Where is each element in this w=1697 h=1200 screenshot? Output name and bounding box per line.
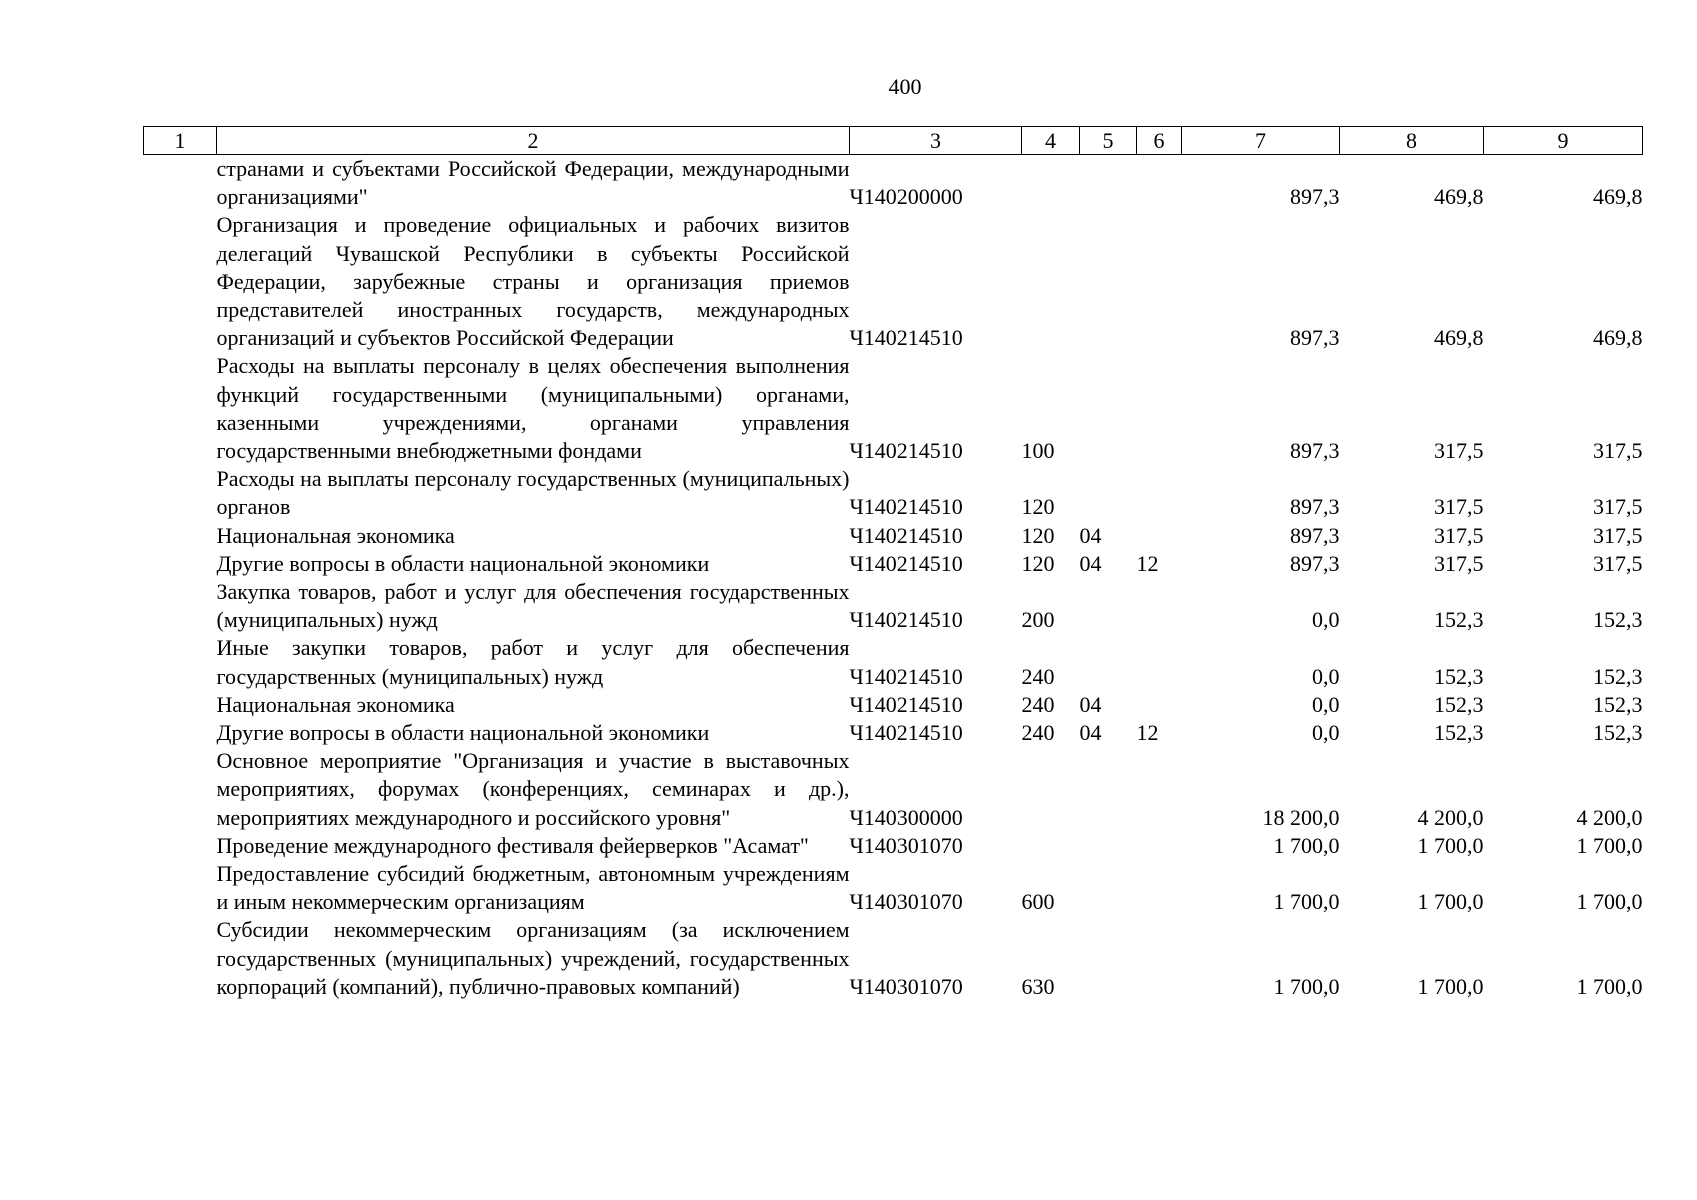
description-cell: Национальная экономика xyxy=(216,522,455,548)
table-row xyxy=(144,522,1643,550)
expense-type-cell: 240 xyxy=(1021,663,1055,689)
subsection-cell xyxy=(1137,211,1182,352)
description-cell: Проведение международного фестиваля фейерверков "Асамат" xyxy=(216,832,809,858)
target-code-cell: Ч140214510 xyxy=(849,522,963,548)
description-cell: Другие вопросы в области национальной экономики xyxy=(216,720,710,746)
amount-col8-cell: 469,8 xyxy=(1434,184,1484,210)
expense-type-cell: 240 xyxy=(1021,691,1055,717)
subsection-cell xyxy=(1137,465,1182,521)
target-code-cell: Ч140214510 xyxy=(849,325,963,351)
target-code-cell: Ч140200000 xyxy=(849,184,963,210)
col1-cell xyxy=(144,522,217,550)
amount-col8-cell: 317,5 xyxy=(1434,438,1484,464)
table-row xyxy=(144,550,1643,578)
amount-col7-cell: 897,3 xyxy=(1290,438,1340,464)
col-header-1: 1 xyxy=(144,127,217,155)
expense-type-cell: 200 xyxy=(1021,607,1055,633)
col1-cell xyxy=(144,747,217,832)
amount-col8-cell: 317,5 xyxy=(1434,522,1484,548)
section-cell xyxy=(1080,832,1137,860)
amount-col8-cell: 469,8 xyxy=(1434,325,1484,351)
amount-col9-cell: 1 700,0 xyxy=(1576,889,1643,915)
amount-col9-cell: 317,5 xyxy=(1593,494,1643,520)
amount-col9-cell: 317,5 xyxy=(1593,550,1643,576)
section-cell xyxy=(1080,352,1137,465)
description-cell: Другие вопросы в области национальной экономики xyxy=(216,550,710,576)
section-cell: 04 xyxy=(1079,720,1102,746)
amount-col9-cell: 317,5 xyxy=(1593,438,1643,464)
col-header-9: 9 xyxy=(1484,127,1643,155)
expense-type-cell xyxy=(1022,832,1080,860)
target-code-cell: Ч140301070 xyxy=(849,973,963,999)
section-cell xyxy=(1080,155,1137,212)
table-row xyxy=(144,211,1643,352)
section-cell xyxy=(1080,465,1137,521)
table-row xyxy=(144,465,1643,521)
target-code-cell: Ч140214510 xyxy=(849,438,963,464)
col1-cell xyxy=(144,832,217,860)
section-cell xyxy=(1080,578,1137,634)
col1-cell xyxy=(144,578,217,634)
table-row xyxy=(144,747,1643,832)
amount-col7-cell: 1 700,0 xyxy=(1273,889,1340,915)
subsection-cell: 12 xyxy=(1136,720,1159,746)
target-code-cell: Ч140214510 xyxy=(849,494,963,520)
subsection-cell xyxy=(1137,352,1182,465)
subsection-cell xyxy=(1137,860,1182,916)
amount-col9-cell: 152,3 xyxy=(1593,607,1643,633)
col1-cell xyxy=(144,352,217,465)
subsection-cell: 12 xyxy=(1136,550,1159,576)
col-header-4: 4 xyxy=(1022,127,1080,155)
target-code-cell: Ч140214510 xyxy=(849,691,963,717)
amount-col8-cell: 152,3 xyxy=(1434,663,1484,689)
amount-col9-cell: 4 200,0 xyxy=(1576,804,1643,830)
amount-col7-cell: 897,3 xyxy=(1290,550,1340,576)
amount-col7-cell: 897,3 xyxy=(1290,184,1340,210)
col-header-2: 2 xyxy=(217,127,850,155)
subsection-cell xyxy=(1137,522,1182,550)
amount-col8-cell: 317,5 xyxy=(1434,550,1484,576)
col-header-8: 8 xyxy=(1340,127,1484,155)
target-code-cell: Ч140300000 xyxy=(849,804,963,830)
amount-col8-cell: 1 700,0 xyxy=(1417,973,1484,999)
section-cell xyxy=(1080,860,1137,916)
target-code-cell: Ч140214510 xyxy=(849,720,963,746)
target-code-cell: Ч140214510 xyxy=(849,550,963,576)
description-cell: Организация и проведение официальных и рабочих визитов делегаций Чувашской Республики в субъекты Российской Федерации, зарубежные страны и организация приемов представителей иностранных государств, международных организаций и субъектов Российской Федерации xyxy=(216,212,850,351)
amount-col9-cell: 152,3 xyxy=(1593,691,1643,717)
target-code-cell: Ч140214510 xyxy=(849,663,963,689)
description-cell: Расходы на выплаты персоналу в целях обеспечения выполнения функций государственными (муниципальными) органами, казенными учреждениями, органами управления государственными внебюджетными фондами xyxy=(216,353,850,464)
col-header-6: 6 xyxy=(1137,127,1182,155)
section-cell xyxy=(1080,916,1137,1001)
col1-cell xyxy=(144,634,217,690)
expense-type-cell: 120 xyxy=(1021,494,1055,520)
col1-cell xyxy=(144,916,217,1001)
amount-col8-cell: 152,3 xyxy=(1434,720,1484,746)
description-cell: Субсидии некоммерческим организациям (за исключением государственных (муниципальных) учреждений, государственных корпораций (компаний), публично-правовых компаний) xyxy=(216,917,850,999)
amount-col7-cell: 897,3 xyxy=(1290,522,1340,548)
table-body xyxy=(144,155,1643,1002)
amount-col7-cell: 0,0 xyxy=(1312,691,1340,717)
section-cell xyxy=(1080,634,1137,690)
section-cell xyxy=(1080,747,1137,832)
section-cell: 04 xyxy=(1079,691,1102,717)
expense-type-cell: 630 xyxy=(1021,973,1055,999)
amount-col9-cell: 469,8 xyxy=(1593,184,1643,210)
col1-cell xyxy=(144,860,217,916)
amount-col7-cell: 0,0 xyxy=(1312,663,1340,689)
table-row xyxy=(144,860,1643,916)
description-cell: Иные закупки товаров, работ и услуг для обеспечения государственных (муниципальных) нужд xyxy=(216,635,850,689)
amount-col7-cell: 0,0 xyxy=(1312,720,1340,746)
amount-col8-cell: 152,3 xyxy=(1434,691,1484,717)
subsection-cell xyxy=(1137,916,1182,1001)
amount-col8-cell: 1 700,0 xyxy=(1417,889,1484,915)
col1-cell xyxy=(144,155,217,212)
subsection-cell xyxy=(1137,832,1182,860)
subsection-cell xyxy=(1137,747,1182,832)
page-number: 400 xyxy=(888,74,922,99)
amount-col8-cell: 4 200,0 xyxy=(1417,804,1484,830)
col1-cell xyxy=(144,211,217,352)
table-row xyxy=(144,578,1643,634)
amount-col7-cell: 897,3 xyxy=(1290,494,1340,520)
table-row xyxy=(144,719,1643,747)
col1-cell xyxy=(144,719,217,747)
expense-type-cell: 100 xyxy=(1021,438,1055,464)
amount-col8-cell: 152,3 xyxy=(1434,607,1484,633)
expense-type-cell xyxy=(1022,211,1080,352)
section-cell: 04 xyxy=(1079,522,1102,548)
table-row xyxy=(144,691,1643,719)
target-code-cell: Ч140301070 xyxy=(849,889,963,915)
amount-col7-cell: 0,0 xyxy=(1312,607,1340,633)
expense-type-cell: 120 xyxy=(1021,550,1055,576)
description-cell: Предоставление субсидий бюджетным, автономным учреждениям и иным некоммерческим организациям xyxy=(216,861,850,915)
budget-table xyxy=(143,126,1643,1001)
subsection-cell xyxy=(1137,691,1182,719)
subsection-cell xyxy=(1137,634,1182,690)
description-cell: Расходы на выплаты персоналу государственных (муниципальных) органов xyxy=(216,466,850,520)
amount-col9-cell: 1 700,0 xyxy=(1576,973,1643,999)
amount-col7-cell: 1 700,0 xyxy=(1273,973,1340,999)
description-cell: Национальная экономика xyxy=(216,691,455,717)
amount-col9-cell: 317,5 xyxy=(1593,522,1643,548)
col-header-5: 5 xyxy=(1080,127,1137,155)
description-cell: странами и субъектами Российской Федерации, международными организациями" xyxy=(216,156,850,210)
expense-type-cell: 240 xyxy=(1021,720,1055,746)
table-header xyxy=(144,127,1643,155)
amount-col9-cell: 152,3 xyxy=(1593,663,1643,689)
table-row xyxy=(144,634,1643,690)
section-cell: 04 xyxy=(1079,550,1102,576)
amount-col7-cell: 18 200,0 xyxy=(1262,804,1340,830)
table-row xyxy=(144,916,1643,1001)
amount-col7-cell: 1 700,0 xyxy=(1273,832,1340,858)
amount-col8-cell: 1 700,0 xyxy=(1417,832,1484,858)
table-row xyxy=(144,832,1643,860)
amount-col7-cell: 897,3 xyxy=(1290,325,1340,351)
description-cell: Закупка товаров, работ и услуг для обеспечения государственных (муниципальных) нужд xyxy=(216,579,850,633)
expense-type-cell xyxy=(1022,155,1080,212)
col-header-7: 7 xyxy=(1182,127,1340,155)
expense-type-cell: 120 xyxy=(1021,522,1055,548)
amount-col8-cell: 317,5 xyxy=(1434,494,1484,520)
col1-cell xyxy=(144,691,217,719)
expense-type-cell xyxy=(1022,747,1080,832)
table-row xyxy=(144,352,1643,465)
subsection-cell xyxy=(1137,578,1182,634)
section-cell xyxy=(1080,211,1137,352)
expense-type-cell: 600 xyxy=(1021,889,1055,915)
subsection-cell xyxy=(1137,155,1182,212)
col1-cell xyxy=(144,465,217,521)
description-cell: Основное мероприятие "Организация и участие в выставочных мероприятиях, форумах (конференциях, семинарах и др.), мероприятиях международного и российского уровня" xyxy=(216,748,850,830)
target-code-cell: Ч140214510 xyxy=(849,607,963,633)
table-row xyxy=(144,155,1643,212)
amount-col9-cell: 1 700,0 xyxy=(1576,832,1643,858)
target-code-cell: Ч140301070 xyxy=(849,832,963,858)
amount-col9-cell: 152,3 xyxy=(1593,720,1643,746)
header-row xyxy=(144,127,1643,155)
col1-cell xyxy=(144,550,217,578)
col-header-3: 3 xyxy=(850,127,1022,155)
amount-col9-cell: 469,8 xyxy=(1593,325,1643,351)
